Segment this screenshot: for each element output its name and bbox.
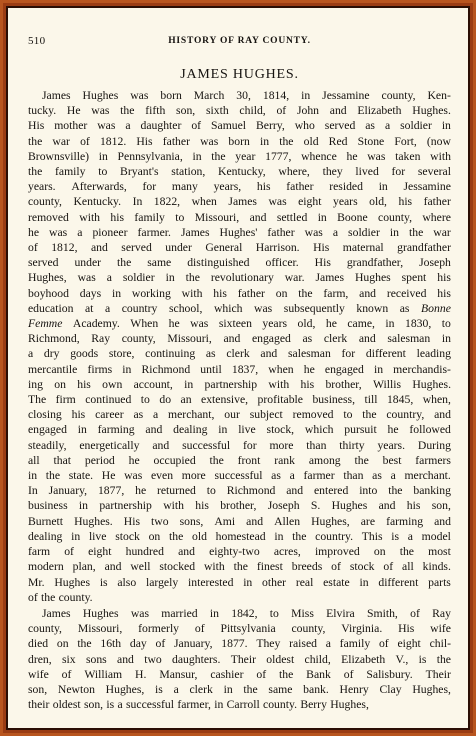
text-line: Mr. Hughes is also largely interested in other real estate in different parts xyxy=(28,575,451,589)
page-number: 510 xyxy=(28,35,46,47)
paragraph xyxy=(28,88,451,605)
text-line: modern plan, and well stocked with the finest breeds of stock of all kinds. xyxy=(28,560,451,574)
text-line: their oldest son, is a successful farmer, in Carroll county. Berry Hughes, xyxy=(28,698,369,712)
paragraph xyxy=(28,606,451,712)
text-line: ing on his own account, in partnership with his brother, Willis Hughes. xyxy=(28,377,451,391)
text-line: removed with his family to Missouri, and settled in Boone county, where xyxy=(28,210,451,224)
text-line: served under the same distinguished officer. His grandfather, Joseph xyxy=(28,256,451,270)
text-line: wife of William H. Mansur, cashier of the Bank of Salisbury. Their xyxy=(28,667,451,681)
running-title: HISTORY OF RAY COUNTY. xyxy=(168,36,311,46)
text-line: of the county. xyxy=(28,590,93,604)
text-line: tucky. He was the fifth son, sixth child, of John and Elizabeth Hughes. xyxy=(28,104,451,118)
text-line: Richmond, Ray county, Missouri, and engaged as clerk and salesman in xyxy=(28,332,451,346)
text-line: Burnett Hughes. His two sons, Ami and Allen Hughes, are farming and xyxy=(28,514,451,528)
text-line: son, Newton Hughes, is a clerk in the same bank. Henry Clay Hughes, xyxy=(28,682,451,696)
article-title: JAMES HUGHES. xyxy=(180,67,299,82)
text-line: years. Afterwards, for many years, his father resided in Jessamine xyxy=(28,180,451,194)
text-line: of 1812, and served under General Harrison. His maternal grandfather xyxy=(28,241,451,255)
article-body xyxy=(28,88,451,712)
text-line: mercantile firms in Richmond until 1837, when he engaged in merchandis- xyxy=(28,362,451,376)
text-line: county, Missouri, formerly of Pittsylvania county, Virginia. His wife xyxy=(28,622,451,636)
text-line: In January, 1877, he returned to Richmond and entered into the banking xyxy=(28,484,451,498)
text-line: died on the 16th day of January, 1877. They raised a family of eight chil- xyxy=(28,637,451,651)
text-line: The firm continued to do an extensive, profitable business, till 1845, when, xyxy=(28,393,451,407)
text-line: steadily, energetically and successful for more than thirty years. During xyxy=(28,438,451,452)
text-line: the family to Bryant's station, Kentucky, where, they lived for several xyxy=(28,165,451,179)
text-line: closing his career as a merchant, our subject removed to the country, and xyxy=(28,408,451,422)
running-head xyxy=(28,35,451,49)
text-line: James Hughes was married in 1842, to Miss Elvira Smith, of Ray xyxy=(42,606,451,620)
text-line: education at a country school, which was subsequently known as Bonne xyxy=(28,301,451,315)
text-line: boyhood days in working with his father on the farm, and received his xyxy=(28,286,451,300)
text-line: a dry goods store, continuing as clerk and salesman for different leading xyxy=(28,347,451,361)
text-line: in the state. He was even more successful as a farmer than as a merchant. xyxy=(28,469,451,483)
text-line: he was a pioneer farmer. James Hughes' father was a soldier in the war xyxy=(28,225,451,239)
text-line: business in partnership with his brother, Joseph S. Hughes and his son, xyxy=(28,499,451,513)
text-line: dealing in live stock on the old homestead in the country. This is a model xyxy=(28,529,451,543)
text-line: James Hughes was born March 30, 1814, in Jessamine county, Ken- xyxy=(42,89,451,102)
book-page xyxy=(8,8,468,728)
text-line: Femme Academy. When he was sixteen years old, he came, in 1830, to xyxy=(28,317,451,331)
text-line: farm of eight hundred and eighty-two acres, improved on the most xyxy=(28,545,451,559)
text-line: His mother was a daughter of Samuel Berry, who served as a soldier in xyxy=(28,119,451,133)
text-line: Brownsville) in Pennsylvania, in the year 1777, whence he was taken with xyxy=(28,149,451,163)
text-line: county, Kentucky. In 1822, when James was eight years old, his father xyxy=(28,195,451,209)
text-line: engaged in farming and dealing in live stock, which pursuit he followed xyxy=(28,423,451,437)
text-line: Hughes, was a soldier in the revolutionary war. James Hughes spent his xyxy=(28,271,451,285)
text-line: dren, six sons and two daughters. Their oldest child, Elizabeth V., is the xyxy=(28,652,451,666)
text-line: all that period he occupied the front rank among the best farmers xyxy=(28,453,451,467)
text-line: the war of 1812. His father was born in the old Red Stone Fort, (now xyxy=(28,134,451,148)
frame-inner-border xyxy=(6,6,470,730)
